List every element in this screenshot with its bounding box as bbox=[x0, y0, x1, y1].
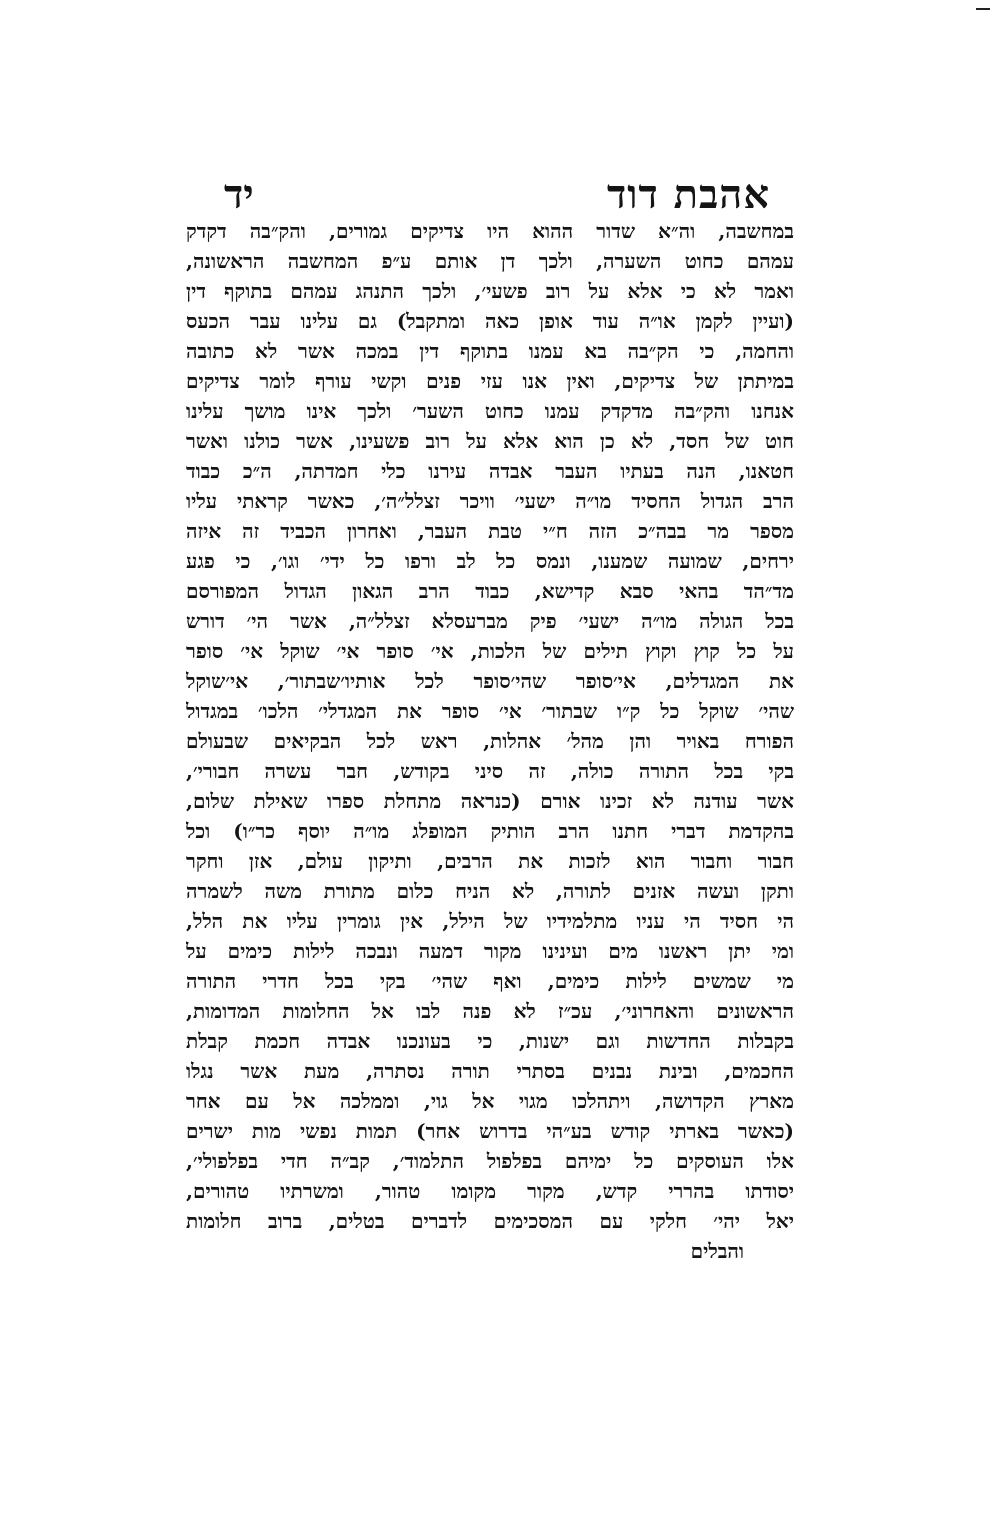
text-line: בכל הגולה מו״ה ישעי׳ פיק מברעסלא זצלל״ה, אשר הי׳ דורש bbox=[186, 609, 794, 633]
text-line: (ועיין לקמן או״ה עוד אופן כאה ומתקבל) גם עלינו עבר הכעס bbox=[186, 309, 794, 333]
text-line: והחמה, כי הק״בה בא עמנו בתוקף דין במכה אשר לא כתובה bbox=[186, 339, 794, 363]
text-line: אנחנו והק״בה מדקדק עמנו כחוט השער׳ ולכך אינו מושך עלינו bbox=[186, 399, 794, 423]
text-line: על כל קוץ וקוץ תילים של הלכות, אי׳ סופר אי׳ שוקל אי׳ סופר bbox=[186, 639, 794, 663]
running-title: אהבת דוד bbox=[607, 171, 770, 218]
text-line: והבלים bbox=[690, 1239, 744, 1263]
text-line: בקי בכל התורה כולה, זה סיני בקודש, חבר עשרה חבורי׳, bbox=[186, 759, 794, 783]
text-line: עמהם כחוט השערה, ולכך דן אותם ע״פ המחשבה הראשונה, bbox=[186, 249, 794, 273]
text-line: חבור וחבור הוא לזכות את הרבים, ותיקון עולם, אזן וחקר bbox=[186, 849, 794, 873]
text-line: חוט של חסד, לא כן הוא אלא על רוב פשעינו, אשר כולנו ואשר bbox=[186, 429, 794, 453]
text-line: הראשונים והאחרוני׳, עכ״ז לא פנה לבו אל החלומות המדומות, bbox=[186, 999, 794, 1023]
text-line: מי שמשים לילות כימים, ואף שהי׳ בקי בכל חדרי התורה bbox=[186, 969, 794, 993]
text-line: ירחים, שמועה שמענו, ונמס כל לב ורפו כל ידי׳ וגו׳, כי פגע bbox=[186, 549, 794, 573]
text-line: חטאנו, הנה בעתיו העבר אבדה עירנו כלי חמדתה, ה״כ כבוד bbox=[186, 459, 794, 483]
body-text bbox=[186, 216, 794, 1346]
text-line: במיתתן של צדיקים, ואין אנו עזי פנים וקשי עורף לומר צדיקים bbox=[186, 369, 794, 393]
text-line: במחשבה, וה״א שדור ההוא היו צדיקים גמורים, והק״בה דקדק bbox=[186, 219, 794, 243]
text-line: מארץ הקדושה, ויתהלכו מגוי אל גוי, וממלכה אל עם אחר bbox=[186, 1089, 794, 1113]
text-line: ותקן ועשה אזנים לתורה, לא הניח כלום מתורת משה לשמרה bbox=[186, 879, 794, 903]
text-line: יאל יהי׳ חלקי עם המסכימים לדברים בטלים, ברוב חלומות bbox=[186, 1209, 794, 1233]
text-line: ואמר לא כי אלא על רוב פשעי׳, ולכך התנהג עמהם בתוקף דין bbox=[186, 279, 794, 303]
text-line: אלו העוסקים כל ימיהם בפלפול התלמוד׳, קב״ה חדי בפלפולי׳, bbox=[186, 1149, 794, 1173]
text-line: הי חסיד הי עניו מתלמידיו של הילל, אין גומרין עליו את הלל, bbox=[186, 909, 794, 933]
page-number: יד bbox=[224, 171, 254, 218]
text-line: הרב הגדול החסיד מו״ה ישעי׳ וויכר זצלל״ה׳, כאשר קראתי עליו bbox=[186, 489, 794, 513]
text-line: בקבלות החדשות וגם ישנות, כי בעונכנו אבדה חכמת קבלת bbox=[186, 1029, 794, 1053]
text-line: יסודתו בהררי קדש, מקור מקומו טהור, ומשרתיו טהורים, bbox=[186, 1179, 794, 1203]
text-line: הפורח באויר והן מהל׳ אהלות, ראש לכל הבקיאים שבעולם bbox=[186, 729, 794, 753]
text-line: אשר עודנה לא זכינו אורם (כנראה מתחלת ספרו שאילת שלום, bbox=[186, 789, 794, 813]
text-line: החכמים, ובינת נבנים בסתרי תורה נסתרה, מעת אשר נגלו bbox=[186, 1059, 794, 1083]
text-line: מד״הד בהאי סבא קדישא, כבוד הרב הגאון הגדול המפורסם bbox=[186, 579, 794, 603]
text-line: (כאשר בארתי קודש בע״הי בדרוש אחר) תמות נפשי מות ישרים bbox=[186, 1119, 794, 1143]
text-line: את המגדלים, אי׳סופר שהי׳סופר לכל אותיו׳שבתור׳, אי׳שוקל bbox=[186, 669, 794, 693]
corner-scan-mark bbox=[976, 8, 990, 10]
text-line: בהקדמת דברי חתנו הרב הותיק המופלג מו״ה יוסף כר״ו) וכל bbox=[186, 819, 794, 843]
text-line: מספר מר בבה״כ הזה ח״י טבת העבר, ואחרון הכביד זה איזה bbox=[186, 519, 794, 543]
text-line: שהי׳ שוקל כל ק״ו שבתור׳ אי׳ סופר את המגדלי׳ הלכו׳ במגדול bbox=[186, 699, 794, 723]
text-line: ומי יתן ראשנו מים ועינינו מקור דמעה ונבכה לילות כימים על bbox=[186, 939, 794, 963]
